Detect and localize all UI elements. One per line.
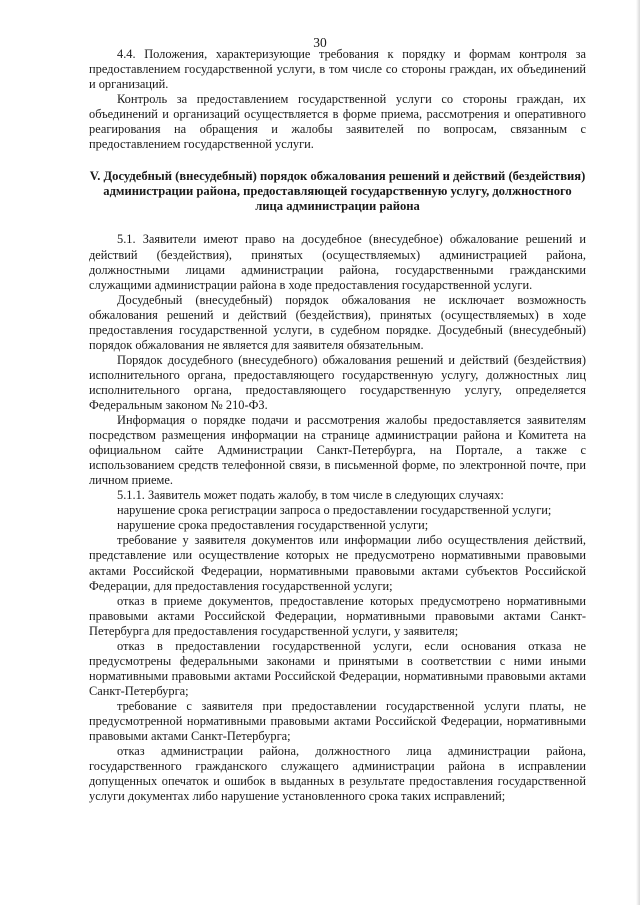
list-item: требование у заявителя документов или информации либо осуществления действий, представление или осуществление которых не предусмотрено нормативными правовыми актами Российской Федерации, нормативными правовыми актами субъектов Российской Федерации, для предоставления государственной услуги; [89, 533, 586, 593]
list-item: требование с заявителя при предоставлении государственной услуги платы, не предусмотренной нормативными правовыми актами Российской Федерации, нормативными правовыми актами Санкт-Петербурга; [89, 698, 586, 744]
paragraph-procedure: Порядок досудебного (внесудебного) обжалования решений и действий (бездействия) исполнительного органа, предоставляющего государственную услугу, должностных лиц исполнительного органа, предоставляющего государственную услугу, определяется Федеральным законом № 210-ФЗ. [89, 352, 586, 412]
paragraph-pretrial-order: Досудебный (внесудебный) порядок обжалования не исключает возможность обжалования решений и действий (бездействия), принятых (осуществляемых) в ходе предоставления государственной услуги, в судебном порядке. Досудебный (внесудебный) порядок обжалования не является для заявителя обязательным. [89, 292, 586, 352]
page-number: 30 [313, 35, 327, 50]
complaint-cases-list [89, 503, 586, 804]
list-item: отказ в предоставлении государственной услуги, если основания отказа не предусмотрены федеральными законами и принятыми в соответствии с ними иными нормативными правовыми актами Российской Федерации, нормативными правовыми актами Санкт-Петербурга; [89, 638, 586, 698]
paragraph-5-1-1: 5.1.1. Заявитель может подать жалобу, в том числе в следующих случаях: [117, 488, 504, 503]
paragraph-4-4: 4.4. Положения, характеризующие требования к порядку и формам контроля за предоставлением государственной услуги, в том числе со стороны граждан, их объединений и организаций. [89, 47, 586, 92]
list-item: нарушение срока предоставления государственной услуги; [117, 518, 429, 533]
paragraph-5-1: 5.1. Заявители имеют право на досудебное (внесудебное) обжалование решений и действий (бездействия), принятых (осуществляемых) администрацией района, должностными лицами администрации района, государственными гражданскими служащими администрации района в ходе предоставления государственной услуги. [89, 232, 586, 292]
list-item: отказ администрации района, должностного лица администрации района, государственного гражданского служащего администрации района в исправлении допущенных опечаток и ошибок в выданных в результате предоставления государственной услуги документах либо нарушение установленного срока таких исправлений; [89, 744, 586, 804]
paragraph-control: Контроль за предоставлением государственной услуги со стороны граждан, их объединений и организаций осуществляется в форме приема, рассмотрения и оперативного реагирования на обращения и жалобы заявителей по вопросам, связанным с предоставлением государственной услуги. [89, 92, 586, 152]
list-item: отказ в приеме документов, предоставление которых предусмотрено нормативными правовыми актами Российской Федерации, нормативными правовыми актами Санкт-Петербурга для предоставления государственной услуги, у заявителя; [89, 593, 586, 638]
document-body [89, 47, 586, 804]
list-item: нарушение срока регистрации запроса о предоставлении государственной услуги; [117, 503, 552, 518]
paragraph-information: Информация о порядке подачи и рассмотрения жалобы предоставляется заявителям посредством размещения информации на странице администрации района и Комитета на официальном сайте Администрации Санкт-Петербурга, на Портале, а также с использованием средств телефонной связи, в письменной форме, по электронной почте, при личном приеме. [89, 413, 586, 488]
section-heading: V. Досудебный (внесудебный) порядок обжалования решений и действий (бездействия) администрации района, предоставляющей государственную услугу, должностного лица администрации района [89, 169, 586, 214]
page-edge-shadow [636, 0, 640, 905]
